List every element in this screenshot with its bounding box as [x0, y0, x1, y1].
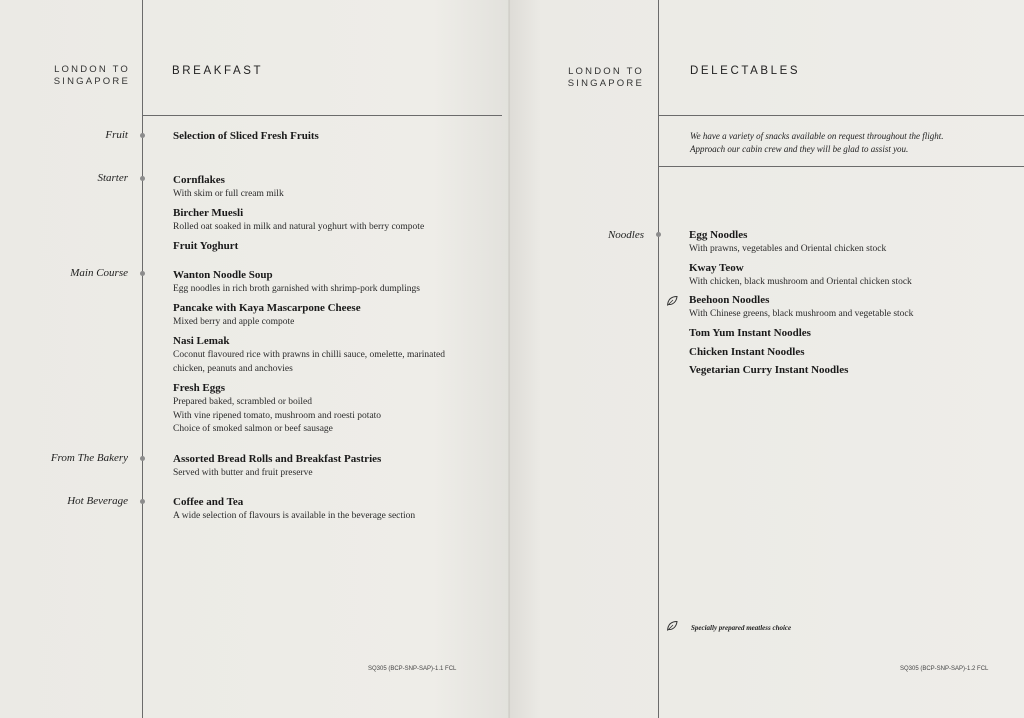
menu-item-egg-noodles: [689, 228, 886, 257]
item-name: Beehoon Noodles: [689, 294, 770, 306]
menu-item-wanton-noodle-soup: [173, 268, 420, 297]
route-line-1: LONDON TO: [54, 64, 130, 75]
snacks-intro: [690, 130, 943, 155]
menu-item-fresh-eggs: [173, 381, 381, 437]
menu-item-cornflakes: [173, 173, 284, 202]
route-line-2: SINGAPORE: [567, 78, 644, 89]
intro-line-1: We have a variety of snacks available on request throughout the flight.: [690, 131, 944, 141]
item-name: Nasi Lemak: [173, 335, 230, 347]
route-label: [20, 64, 130, 88]
item-description: Mixed berry and apple compote: [173, 317, 295, 327]
item-name: Tom Yum Instant Noodles: [689, 327, 811, 339]
menu-item-nasi-lemak: [173, 334, 445, 376]
menu-item-pancake: [173, 301, 361, 330]
item-name: Coffee and Tea: [173, 496, 244, 508]
item-name: Bircher Muesli: [173, 207, 244, 219]
item-description: Rolled oat soaked in milk and natural yoghurt with berry compote: [173, 222, 425, 232]
section-title-breakfast: BREAKFAST: [172, 65, 264, 77]
item-description: A wide selection of flavours is available in the beverage section: [173, 511, 416, 521]
category-fruit: Fruit: [105, 129, 128, 141]
item-description: With vine ripened tomato, mushroom and roesti potato: [173, 410, 382, 421]
item-description: Prepared baked, scrambled or boiled: [173, 397, 313, 407]
leaf-icon: [666, 620, 678, 632]
right-vertical-rule: [658, 0, 659, 718]
item-description: Choice of smoked salmon or beef sausage: [173, 424, 333, 434]
item-name: Wanton Noodle Soup: [173, 269, 273, 281]
item-description: With prawns, vegetables and Oriental chicken stock: [689, 244, 887, 254]
route-line-1: LONDON TO: [568, 66, 644, 77]
item-description: With chicken, black mushroom and Oriental chicken stock: [689, 277, 912, 287]
item-description: chicken, peanuts and anchovies: [173, 363, 293, 374]
menu-code: SQ305 (BCP-SNP-SAP)-1.2 FCL: [900, 666, 989, 672]
item-name: Vegetarian Curry Instant Noodles: [689, 364, 849, 376]
menu-item-fruit-yoghurt: [173, 239, 238, 254]
right-header-rule-bottom: [658, 166, 1024, 167]
timeline-dot: [140, 176, 145, 181]
timeline-dot: [656, 232, 661, 237]
menu-item-kway-teow: [689, 261, 912, 290]
item-description: Coconut flavoured rice with prawns in chilli sauce, omelette, marinated: [173, 350, 445, 360]
menu-item-beehoon-noodles: [689, 293, 913, 322]
category-hot-beverage: Hot Beverage: [67, 495, 128, 507]
menu-item-coffee-tea: [173, 495, 415, 524]
section-title-delectables: DELECTABLES: [690, 65, 801, 77]
right-menu-page: [510, 0, 1024, 718]
route-line-2: SINGAPORE: [53, 76, 130, 87]
meatless-footnote: Specially prepared meatless choice: [691, 624, 792, 632]
menu-code: SQ305 (BCP-SNP-SAP)-1.1 FCL: [368, 666, 457, 672]
menu-item-bircher-muesli: [173, 206, 424, 235]
timeline-dot: [140, 271, 145, 276]
item-name: Selection of Sliced Fresh Fruits: [173, 130, 319, 142]
menu-item-curry-noodles: [689, 363, 848, 378]
item-name: Kway Teow: [689, 262, 744, 274]
left-header-rule: [142, 115, 502, 116]
category-main-course: Main Course: [70, 267, 128, 279]
item-description: With skim or full cream milk: [173, 189, 284, 199]
right-header-rule-top: [658, 115, 1024, 116]
timeline-dot: [140, 133, 145, 138]
category-noodles: Noodles: [607, 229, 644, 241]
menu-item-tom-yum-noodles: [689, 326, 811, 341]
item-name: Fruit Yoghurt: [173, 240, 239, 252]
item-description: Egg noodles in rich broth garnished with shrimp-pork dumplings: [173, 284, 420, 294]
menu-item-chicken-noodles: [689, 345, 805, 360]
menu-item-bread-pastries: [173, 452, 381, 481]
leaf-icon: [666, 295, 678, 307]
item-name: Cornflakes: [173, 174, 225, 186]
category-from-the-bakery: From The Bakery: [50, 452, 128, 464]
menu-item-fruits: [173, 129, 319, 144]
item-name: Pancake with Kaya Mascarpone Cheese: [173, 302, 361, 314]
intro-line-2: Approach our cabin crew and they will be glad to assist you.: [690, 143, 909, 154]
item-name: Chicken Instant Noodles: [689, 346, 805, 358]
item-description: With Chinese greens, black mushroom and vegetable stock: [689, 309, 914, 319]
category-starter: Starter: [97, 172, 128, 184]
left-menu-page: [0, 0, 510, 718]
left-vertical-rule: [142, 0, 143, 718]
timeline-dot: [140, 499, 145, 504]
item-description: Served with butter and fruit preserve: [173, 468, 313, 478]
item-name: Fresh Eggs: [173, 382, 226, 394]
item-name: Assorted Bread Rolls and Breakfast Pastries: [173, 453, 382, 465]
item-name: Egg Noodles: [689, 229, 748, 241]
route-label: [534, 66, 644, 90]
timeline-dot: [140, 456, 145, 461]
